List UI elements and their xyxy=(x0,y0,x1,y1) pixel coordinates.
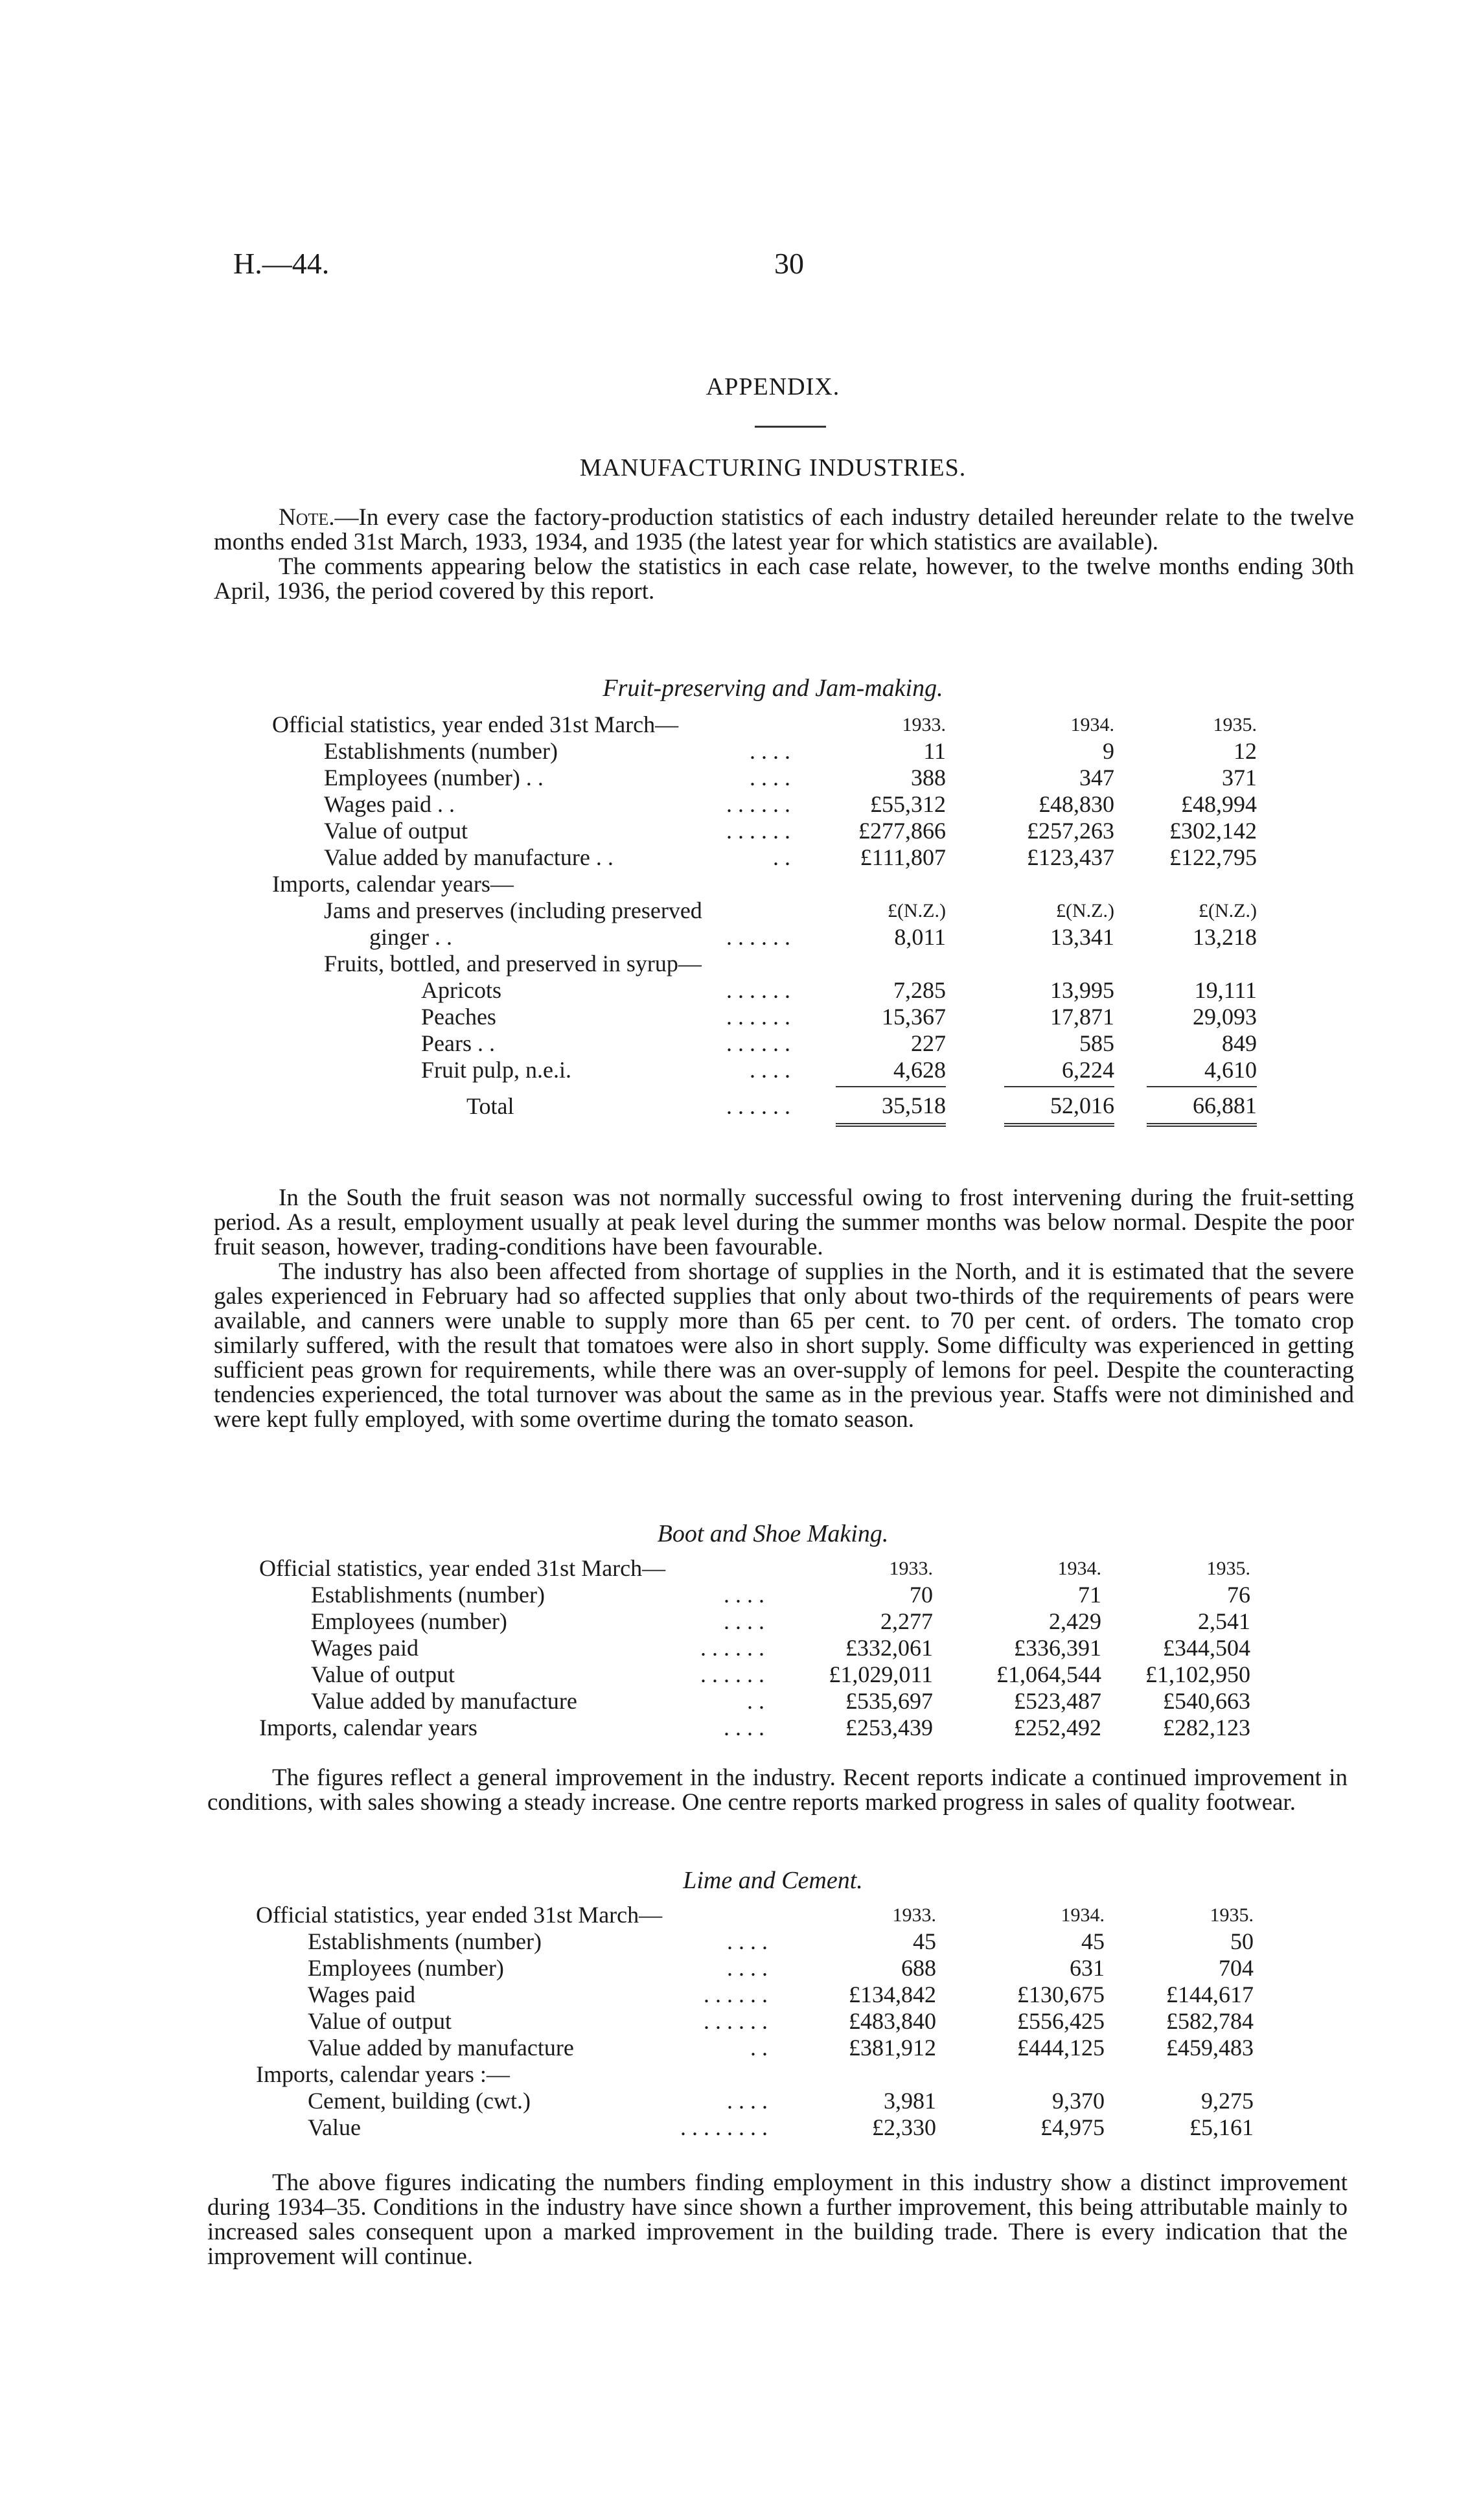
cell-value: 13,218 xyxy=(1193,924,1257,950)
row-label: Establishments (number) xyxy=(324,738,558,764)
cell-value: £483,840 xyxy=(849,2008,936,2034)
imports-label: Imports, calendar years— xyxy=(272,871,514,897)
dot-leader: . . . . . . xyxy=(726,924,790,950)
table-row xyxy=(256,1928,1254,1955)
dot-leader: . . . . xyxy=(727,1928,768,1954)
dot-leader: . . . . xyxy=(750,1057,790,1083)
cell-value: £2,330 xyxy=(872,2114,936,2140)
table-row xyxy=(272,738,1257,765)
year-header: 1934. xyxy=(1070,714,1114,735)
currency-header: £(N.Z.) xyxy=(888,900,946,921)
cell-value: 15,367 xyxy=(882,1004,946,1030)
currency-header: £(N.Z.) xyxy=(1056,900,1114,921)
cell-value: 227 xyxy=(911,1030,946,1056)
cell-value: £1,064,544 xyxy=(996,1661,1101,1687)
cell-value: 29,093 xyxy=(1193,1004,1257,1030)
commentary-paragraph: The industry has also been affected from shortage of supplies in the North, and it is estimated that the severe gales experienced in February had so affected supplies that only about two-thirds of the requirements of pears were available, and canners were unable to supply more than 65 per cent. to 70 per cent. of orders. The tomato crop similarly suffered, with the result that tomatoes were also in short supply. Some difficulty was experienced in getting sufficient peas grown for requirements, while there was an over-supply of lemons for peel. Despite the counteracting tendencies experienced, the total turnover was about the same as in the previous year. Staffs were not diminished and were kept fully employed, with some overtime during the tomato season. xyxy=(214,1258,1354,1433)
lime-stats-table xyxy=(256,1902,1254,2141)
table-row xyxy=(272,1030,1257,1057)
note-lead: Note. xyxy=(279,504,335,531)
table-row xyxy=(272,924,1257,951)
cell-value: 371 xyxy=(1222,765,1257,791)
table-row xyxy=(256,2114,1254,2141)
dot-leader: . . . . xyxy=(727,1955,768,1981)
dot-leader: . . . . . . xyxy=(726,1092,790,1119)
row-label: Establishments (number) xyxy=(311,1582,545,1608)
dot-leader: . . . . . . xyxy=(726,791,790,817)
row-label: Value added by manufacture . . xyxy=(324,844,614,870)
dot-leader: . . . . . . xyxy=(726,977,790,1003)
year-header: 1933. xyxy=(889,1558,933,1579)
cell-value: 19,111 xyxy=(1194,977,1257,1003)
cell-value: £302,142 xyxy=(1169,818,1257,844)
dot-leader: . . . . . . xyxy=(700,1635,764,1661)
table-row xyxy=(259,1715,1250,1741)
cell-value: 12 xyxy=(1234,738,1257,764)
official-label: Official statistics, year ended 31st March— xyxy=(259,1555,666,1581)
cell-value: 9 xyxy=(1103,738,1114,764)
cell-value: £556,425 xyxy=(1017,2008,1105,2034)
fruits-label: Fruits, bottled, and preserved in syrup— xyxy=(324,951,702,977)
cell-value: £4,975 xyxy=(1040,2114,1105,2140)
document-reference: H.—44. xyxy=(233,247,330,280)
dot-leader: . . . . xyxy=(750,765,790,791)
cell-value: 7,285 xyxy=(893,977,946,1003)
section-title: MANUFACTURING INDUSTRIES. xyxy=(579,454,967,481)
dot-leader: . . xyxy=(750,2035,768,2061)
table-row xyxy=(272,977,1257,1004)
row-label: Value added by manufacture xyxy=(311,1688,577,1714)
table-row xyxy=(256,2088,1254,2114)
dot-leader: . . . . . . xyxy=(726,1004,790,1030)
table-row xyxy=(272,765,1257,791)
year-header: 1935. xyxy=(1210,1904,1254,1926)
cell-value: 4,628 xyxy=(893,1057,946,1083)
fruit-stats-table xyxy=(272,711,1257,1129)
cell-value: £523,487 xyxy=(1014,1688,1101,1714)
cell-value: £332,061 xyxy=(845,1635,933,1661)
cell-value: 9,275 xyxy=(1201,2088,1254,2114)
cell-value: 631 xyxy=(1070,1955,1105,1981)
cell-value: 8,011 xyxy=(894,924,946,950)
row-label: Cement, building (cwt.) xyxy=(308,2088,531,2114)
row-label: Value xyxy=(308,2114,361,2140)
cell-value: 13,995 xyxy=(1050,977,1114,1003)
cell-value: £144,617 xyxy=(1166,1982,1254,2007)
table-row xyxy=(272,871,1257,897)
table-row xyxy=(272,818,1257,844)
title-rule xyxy=(755,426,826,428)
cell-value: 704 xyxy=(1219,1955,1254,1981)
row-label: Apricots xyxy=(421,977,501,1003)
row-label: Wages paid xyxy=(311,1635,419,1661)
fruit-section-title: Fruit-preserving and Jam-making. xyxy=(603,675,943,702)
commentary-paragraph: The figures reflect a general improvement in the industry. Recent reports indicate a continued improvement in conditions, with sales showing a steady increase. One centre reports marked progress in sales of quality footwear. xyxy=(207,1764,1348,1816)
row-label: Employees (number) xyxy=(308,1955,504,1981)
cell-value: £253,439 xyxy=(845,1715,933,1740)
commentary-paragraph: The above figures indicating the numbers finding employment in this industry show a distinct improvement during 1934–35. Conditions in the industry have since shown a further improvement, this being attributable mainly to increased sales consequent upon a marked improvement in the building trade. There is every indication that the improvement will continue. xyxy=(207,2169,1348,2270)
official-label: Official statistics, year ended 31st March— xyxy=(256,1902,663,1928)
cell-value: 9,370 xyxy=(1052,2088,1105,2114)
cell-value: £336,391 xyxy=(1014,1635,1101,1661)
cell-value: 6,224 xyxy=(1062,1057,1114,1083)
total-value: 66,881 xyxy=(1147,1086,1257,1127)
table-row xyxy=(272,844,1257,871)
cell-value: £459,483 xyxy=(1166,2035,1254,2061)
cell-value: 2,541 xyxy=(1198,1608,1250,1634)
table-row xyxy=(272,1057,1257,1083)
cell-value: £122,795 xyxy=(1169,844,1257,870)
cell-value: 849 xyxy=(1222,1030,1257,1056)
appendix-title: APPENDIX. xyxy=(706,373,840,400)
row-label: ginger . . xyxy=(369,924,452,950)
note-text: —In every case the factory-production statistics of each industry detailed hereunder relate to the twelve months ended 31st March, 1933, 1934, and 1935 (the latest year for which statistics are available). xyxy=(214,504,1354,555)
row-label: Pears . . xyxy=(421,1030,495,1056)
dot-leader: . . . . . . . . xyxy=(680,2114,768,2140)
official-label: Official statistics, year ended 31st March— xyxy=(272,711,679,737)
boot-commentary xyxy=(207,1766,1348,1815)
table-row xyxy=(256,1982,1254,2008)
dot-leader: . . xyxy=(773,844,790,870)
dot-leader: . . . . xyxy=(724,1608,764,1634)
cell-value: 71 xyxy=(1078,1582,1101,1608)
table-row xyxy=(272,791,1257,818)
row-label: Fruit pulp, n.e.i. xyxy=(421,1057,571,1083)
table-row xyxy=(259,1555,1250,1582)
cell-value: 2,277 xyxy=(880,1608,933,1634)
table-row xyxy=(256,1902,1254,1928)
cell-value: 45 xyxy=(1081,1928,1105,1954)
year-header: 1934. xyxy=(1061,1904,1105,1926)
cell-value: 13,341 xyxy=(1050,924,1114,950)
cell-value: £48,994 xyxy=(1181,791,1257,817)
cell-value: 45 xyxy=(913,1928,936,1954)
dot-leader: . . . . xyxy=(724,1582,764,1608)
table-row xyxy=(272,951,1257,977)
dot-leader: . . . . . . xyxy=(700,1661,764,1687)
lime-commentary xyxy=(207,2171,1348,2269)
total-label: Total xyxy=(466,1092,514,1119)
dot-leader: . . . . xyxy=(724,1715,764,1740)
row-label: Peaches xyxy=(421,1004,496,1030)
year-header: 1933. xyxy=(892,1904,936,1926)
lime-section-title: Lime and Cement. xyxy=(683,1867,863,1894)
table-row xyxy=(259,1582,1250,1608)
table-row xyxy=(256,2008,1254,2035)
cell-value: £5,161 xyxy=(1189,2114,1254,2140)
cell-value: 70 xyxy=(910,1582,933,1608)
total-value: 35,518 xyxy=(836,1086,946,1127)
year-header: 1933. xyxy=(902,714,946,735)
commentary-paragraph: In the South the fruit season was not normally successful owing to frost intervening during the fruit-setting period. As a result, employment usually at peak level during the summer months was below normal. Despite the poor fruit season, however, trading-conditions have been favourable. xyxy=(214,1185,1354,1260)
cell-value: 76 xyxy=(1227,1582,1250,1608)
row-label: Employees (number) . . xyxy=(324,765,544,791)
cell-value: 347 xyxy=(1079,765,1114,791)
row-label: Wages paid . . xyxy=(324,791,455,817)
imports-label: Imports, calendar years :— xyxy=(256,2061,510,2087)
cell-value: £444,125 xyxy=(1017,2035,1105,2061)
year-header: 1934. xyxy=(1057,1558,1101,1579)
row-label: Employees (number) xyxy=(311,1608,507,1634)
cell-value: 3,981 xyxy=(884,2088,936,2114)
table-row xyxy=(259,1661,1250,1688)
dot-leader: . . . . xyxy=(727,2088,768,2114)
row-label: Value of output xyxy=(308,2008,452,2034)
table-row xyxy=(259,1635,1250,1661)
dot-leader: . . . . . . xyxy=(704,2008,768,2034)
cell-value: £111,807 xyxy=(860,844,946,870)
dot-leader: . . xyxy=(747,1688,764,1714)
cell-value: 11 xyxy=(923,738,946,764)
cell-value: 4,610 xyxy=(1204,1057,1257,1083)
dot-leader: . . . . . . xyxy=(726,818,790,844)
cell-value: £535,697 xyxy=(845,1688,933,1714)
cell-value: £123,437 xyxy=(1027,844,1114,870)
cell-value: £344,504 xyxy=(1163,1635,1250,1661)
boot-section-title: Boot and Shoe Making. xyxy=(657,1520,889,1547)
cell-value: £257,263 xyxy=(1027,818,1114,844)
table-row xyxy=(272,1004,1257,1030)
currency-header: £(N.Z.) xyxy=(1199,900,1257,921)
total-value: 52,016 xyxy=(1004,1086,1114,1127)
cell-value: £48,830 xyxy=(1039,791,1114,817)
row-label: Value of output xyxy=(311,1661,455,1687)
dot-leader: . . . . . . xyxy=(726,1030,790,1056)
boot-stats-table xyxy=(259,1555,1250,1741)
cell-value: £252,492 xyxy=(1014,1715,1101,1740)
year-header: 1935. xyxy=(1206,1558,1250,1579)
cell-value: 2,429 xyxy=(1049,1608,1101,1634)
row-label: Establishments (number) xyxy=(308,1928,542,1954)
cell-value: £130,675 xyxy=(1017,1982,1105,2007)
cell-value: £282,123 xyxy=(1163,1715,1250,1740)
cell-value: £1,029,011 xyxy=(829,1661,933,1687)
dot-leader: . . . . xyxy=(750,738,790,764)
cell-value: 388 xyxy=(911,765,946,791)
cell-value: 585 xyxy=(1079,1030,1114,1056)
table-row xyxy=(259,1688,1250,1715)
table-row xyxy=(272,897,1257,924)
row-label: Value of output xyxy=(324,818,468,844)
jams-label: Jams and preserves (including preserved xyxy=(324,897,702,923)
row-label: Imports, calendar years xyxy=(259,1715,477,1740)
year-header: 1935. xyxy=(1213,714,1257,735)
intro-note xyxy=(214,505,1354,604)
table-row xyxy=(256,2035,1254,2061)
cell-value: £582,784 xyxy=(1166,2008,1254,2034)
cell-value: £134,842 xyxy=(849,1982,936,2007)
cell-value: £277,866 xyxy=(858,818,946,844)
cell-value: £540,663 xyxy=(1163,1688,1250,1714)
table-row xyxy=(272,1083,1257,1129)
dot-leader: . . . . . . xyxy=(704,1982,768,2007)
row-label: Value added by manufacture xyxy=(308,2035,574,2061)
cell-value: 688 xyxy=(901,1955,936,1981)
cell-value: 50 xyxy=(1230,1928,1254,1954)
cell-value: £1,102,950 xyxy=(1145,1661,1250,1687)
table-row xyxy=(259,1608,1250,1635)
fruit-commentary xyxy=(214,1186,1354,1432)
table-row xyxy=(256,1955,1254,1982)
cell-value: 17,871 xyxy=(1050,1004,1114,1030)
cell-value: £381,912 xyxy=(849,2035,936,2061)
table-row xyxy=(272,711,1257,738)
table-row xyxy=(256,2061,1254,2088)
page-number: 30 xyxy=(774,247,804,280)
cell-value: £55,312 xyxy=(870,791,946,817)
row-label: Wages paid xyxy=(308,1982,416,2007)
intro-comments: The comments appearing below the statistics in each case relate, however, to the twelve months ending 30th April, 1936, the period covered by this report. xyxy=(214,553,1354,605)
